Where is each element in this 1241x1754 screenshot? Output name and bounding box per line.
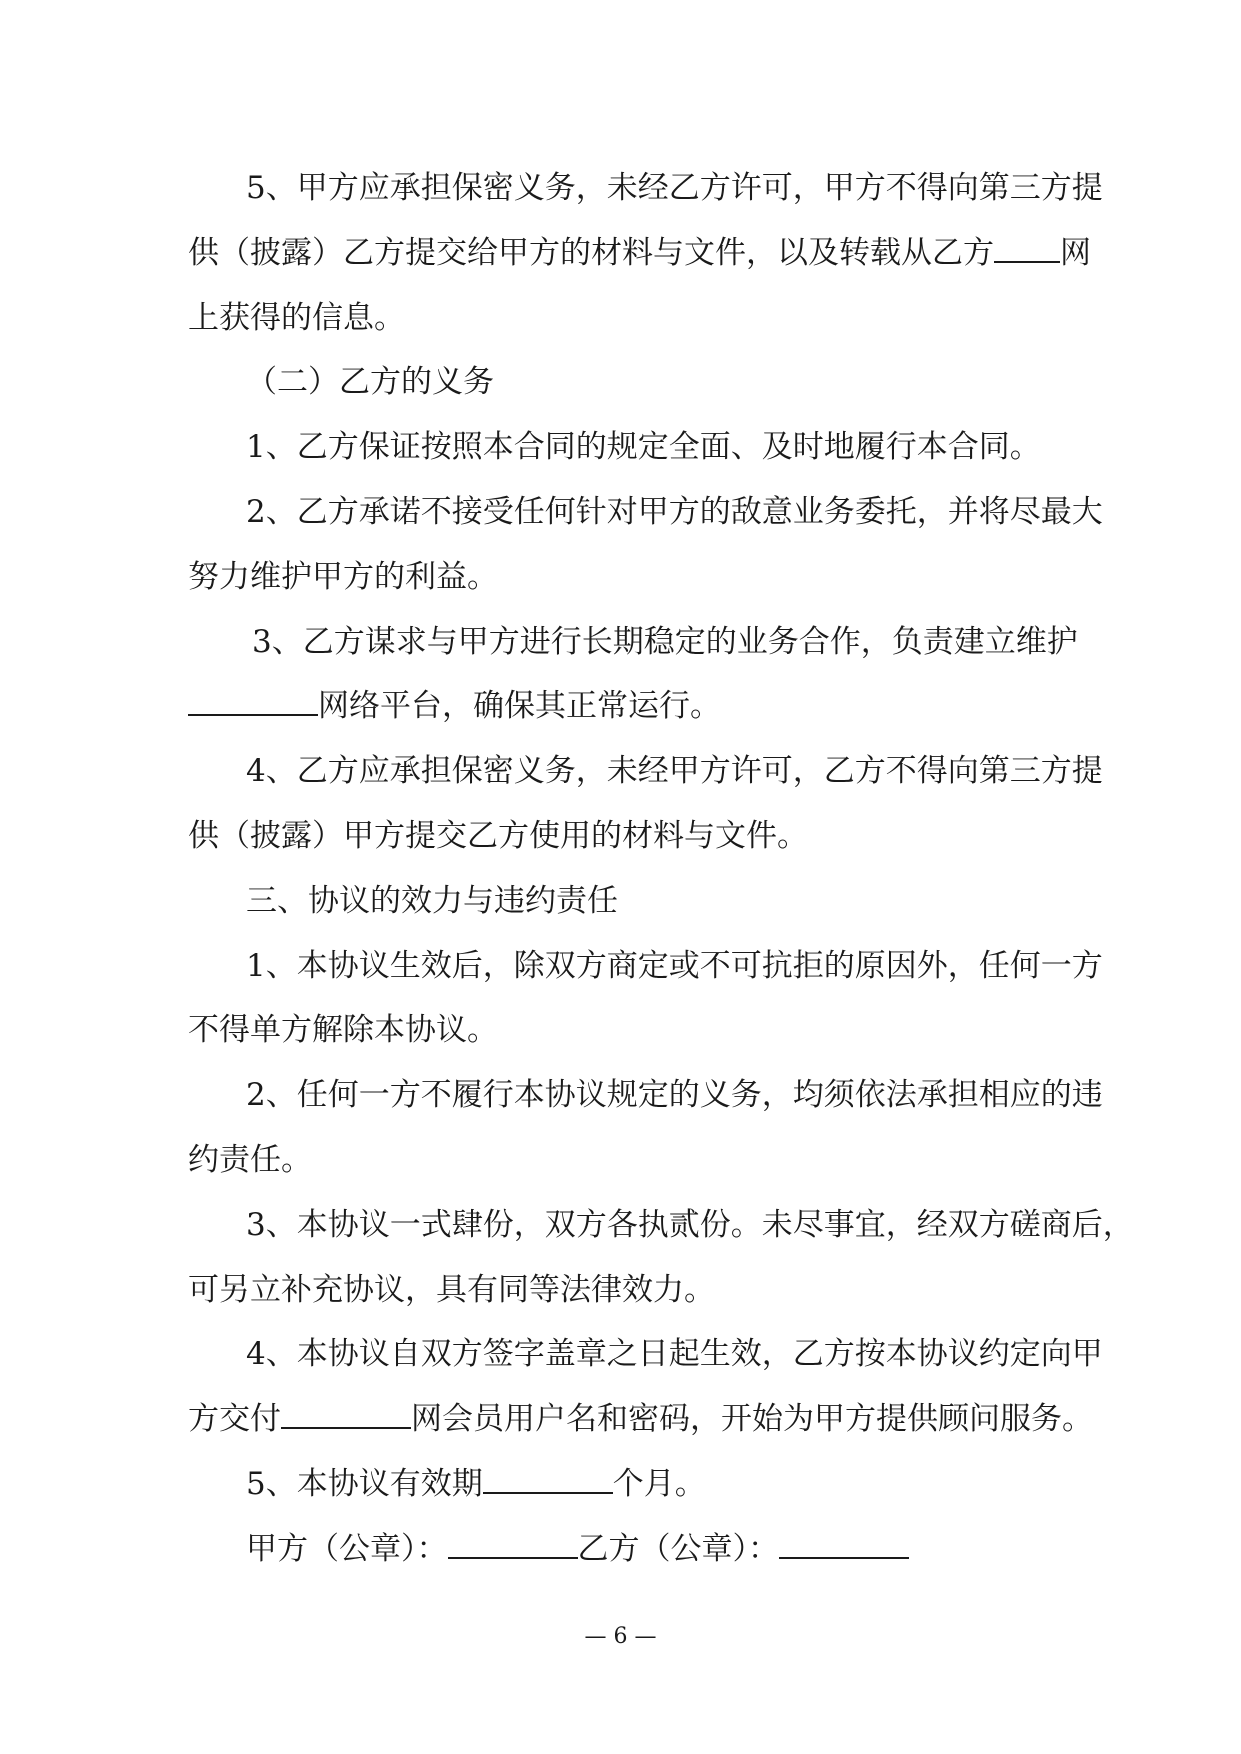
paragraph-line	[188, 545, 1056, 610]
text-run: 网会员用户名和密码，开始为甲方提供顾问服务。	[411, 1401, 1093, 1438]
paragraph-line	[188, 804, 1056, 869]
party-b-seal-label: 乙方（公章）：	[577, 1530, 779, 1567]
text-run: 不得单方解除本协议。	[188, 1012, 498, 1049]
text-run: 个月。	[612, 1465, 706, 1502]
text-run: 3、本协议一式肆份，双方各执贰份。未尽事宜，经双方磋商后，	[246, 1206, 1134, 1243]
text-run: 三、协议的效力与违约责任	[246, 882, 618, 919]
page-number: — 6 —	[584, 1624, 657, 1649]
paragraph-line	[188, 674, 1056, 739]
text-run: 4、乙方应承担保密义务，未经甲方许可，乙方不得向第三方提	[246, 753, 1103, 790]
text-run: 约责任。	[188, 1141, 312, 1178]
paragraph-line	[188, 480, 1103, 545]
paragraph-line	[188, 221, 1091, 286]
text-run: 努力维护甲方的利益。	[188, 558, 498, 595]
signature-line	[188, 1517, 1056, 1582]
fill-in-blank	[188, 684, 318, 716]
paragraph-line	[188, 1387, 1093, 1452]
party-a-seal-label: 甲方（公章）：	[246, 1530, 448, 1567]
paragraph-line	[188, 286, 1056, 351]
text-run: 3、乙方谋求与甲方进行长期稳定的业务合作，负责建立维护	[252, 623, 1078, 660]
text-run: 1、本协议生效后，除双方商定或不可抗拒的原因外，任何一方	[246, 947, 1103, 984]
text-run: 上获得的信息。	[188, 299, 405, 336]
document-body	[188, 156, 1134, 1582]
paragraph-line	[188, 610, 1078, 675]
fill-in-blank	[448, 1527, 578, 1559]
paragraph-line	[188, 1063, 1103, 1128]
paragraph-line	[188, 1452, 1056, 1517]
fill-in-blank	[483, 1462, 613, 1494]
fill-in-blank	[994, 231, 1060, 263]
section-heading	[188, 350, 1056, 415]
text-run: 方交付	[188, 1401, 281, 1438]
fill-in-blank	[281, 1397, 411, 1429]
paragraph-line	[188, 998, 1056, 1063]
paragraph-line	[188, 739, 1103, 804]
paragraph-line	[188, 934, 1103, 999]
paragraph-line	[188, 1258, 1056, 1323]
paragraph-line	[188, 415, 1056, 480]
text-run: 5、本协议有效期	[246, 1465, 483, 1502]
paragraph-line	[188, 1128, 1056, 1193]
text-run: （二）乙方的义务	[246, 364, 494, 401]
text-run: 网	[1060, 234, 1091, 271]
paragraph-line	[188, 1322, 1103, 1387]
fill-in-blank	[779, 1527, 909, 1559]
text-run: 可另立补充协议，具有同等法律效力。	[188, 1271, 715, 1308]
section-heading	[188, 869, 1056, 934]
text-run: 1、乙方保证按照本合同的规定全面、及时地履行本合同。	[246, 429, 1041, 466]
text-run: 网络平台，确保其正常运行。	[318, 688, 721, 725]
text-run: 5、甲方应承担保密义务，未经乙方许可，甲方不得向第三方提	[246, 170, 1103, 206]
text-run: 4、本协议自双方签字盖章之日起生效，乙方按本协议约定向甲	[246, 1336, 1103, 1373]
text-run: 供（披露）甲方提交乙方使用的材料与文件。	[188, 817, 808, 854]
text-run: 2、任何一方不履行本协议规定的义务，均须依法承担相应的违	[246, 1077, 1103, 1114]
paragraph-line	[188, 1193, 1134, 1258]
text-run: 供（披露）乙方提交给甲方的材料与文件，以及转载从乙方	[188, 234, 994, 271]
paragraph-line	[188, 156, 1103, 221]
text-run: 2、乙方承诺不接受任何针对甲方的敌意业务委托，并将尽最大	[246, 493, 1103, 530]
